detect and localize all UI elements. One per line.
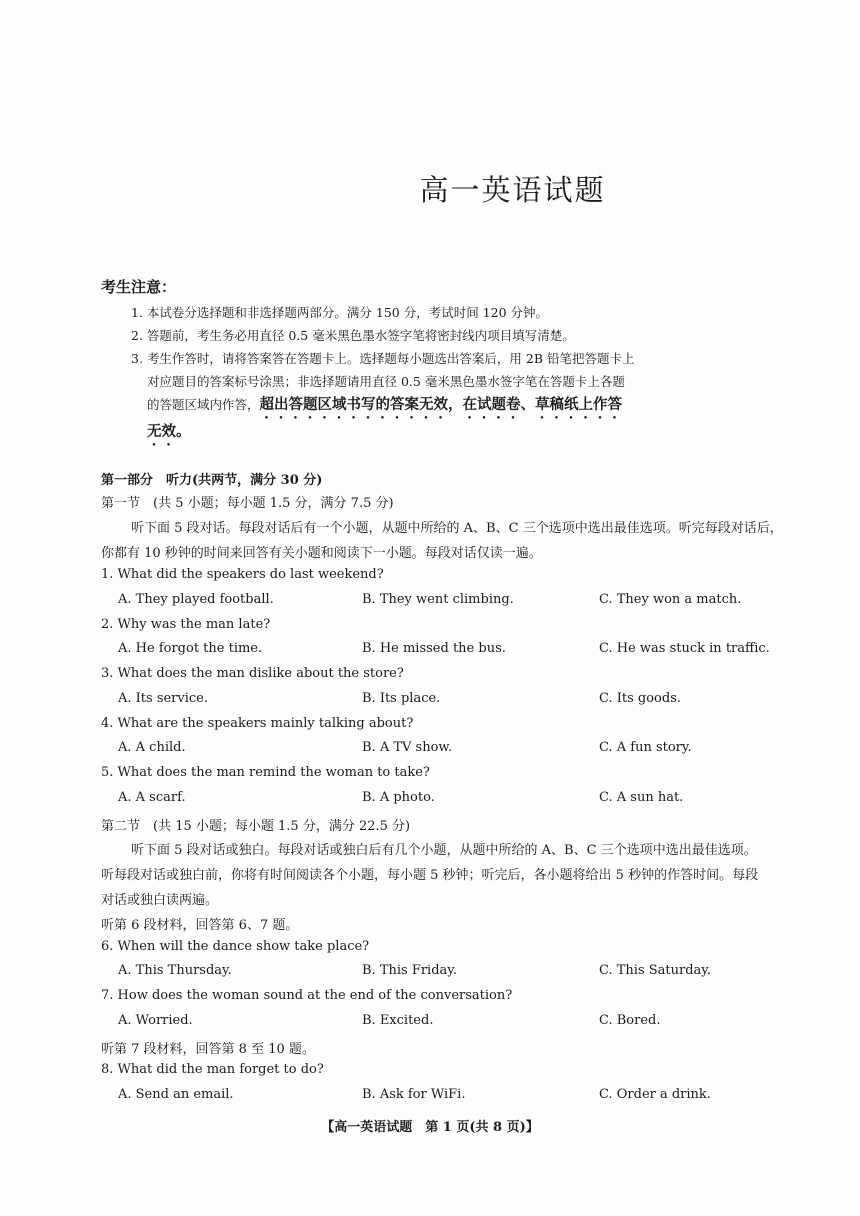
option-c: C. A fun story. xyxy=(599,740,692,755)
question-stem: 4. What are the speakers mainly talking about? xyxy=(101,716,414,731)
option-b: B. A photo. xyxy=(362,790,435,805)
question-stem: 3. What does the man dislike about the store? xyxy=(101,666,404,681)
question-stem: 6. When will the dance show take place? xyxy=(101,939,370,954)
option-c: C. Order a drink. xyxy=(599,1087,711,1102)
option-b: B. A TV show. xyxy=(362,740,453,755)
section2-title: 第二节 (共 15 小题；每小题 1.5 分，满分 22.5 分) xyxy=(101,819,411,834)
option-a: A. A scarf. xyxy=(118,790,186,805)
section2-instruction-line-3: 对话或独白读两遍。 xyxy=(101,893,219,908)
question-stem: 1. What did the speakers do last weekend? xyxy=(101,567,384,582)
page-footer: 【高一英语试题 第 1 页(共 8 页)】 xyxy=(321,1120,539,1135)
option-b: B. Excited. xyxy=(362,1013,434,1028)
option-a: A. He forgot the time. xyxy=(118,641,263,656)
option-c: C. Its goods. xyxy=(599,691,682,706)
notice-heading: 考生注意： xyxy=(101,278,177,296)
part1-heading: 第一部分 听力(共两节，满分 30 分) xyxy=(101,473,323,488)
notice-item-3-line-3-plain: 的答题区域内作答， xyxy=(147,397,260,412)
option-a: A. A child. xyxy=(118,740,186,755)
notice-item-1: 1. 本试卷分选择题和非选择题两部分。满分 150 分，考试时间 120 分钟。 xyxy=(131,305,549,320)
notice-item-3-line-4: 无效。 xyxy=(147,423,191,440)
section1-title: 第一节 (共 5 小题；每小题 1.5 分，满分 7.5 分) xyxy=(101,496,394,511)
notice-item-2: 2. 答题前，考生务必用直径 0.5 毫米黑色墨水签字笔将密封线内项目填写清楚。 xyxy=(131,328,575,343)
option-a: A. They played football. xyxy=(118,592,274,607)
option-c: C. This Saturday. xyxy=(599,963,712,978)
option-c: C. Bored. xyxy=(599,1013,661,1028)
option-b: B. They went climbing. xyxy=(362,592,514,607)
material-6-instruction: 听第 6 段材料，回答第 6、7 题。 xyxy=(101,918,299,933)
section2-instruction-line-2: 听每段对话或独白前，你将有时间阅读各个小题，每小题 5 秒钟；听完后，各小题将给出 5 秒钟的作答时间。每段 xyxy=(101,868,759,883)
question-stem: 8. What did the man forget to do? xyxy=(101,1062,324,1077)
option-a: A. This Thursday. xyxy=(118,963,232,978)
option-c: C. He was stuck in traffic. xyxy=(599,641,770,656)
question-stem: 2. Why was the man late? xyxy=(101,617,271,632)
question-stem: 5. What does the man remind the woman to take? xyxy=(101,765,430,780)
notice-item-3-line-3-bold: 超出答题区域书写的答案无效，在试题卷、草稿纸上作答 xyxy=(259,396,623,413)
section1-instruction-line-1: 听下面 5 段对话。每段对话后有一个小题，从题中所给的 A、B、C 三个选项中选出最佳选项。听完每段对话后， xyxy=(131,521,783,536)
option-b: B. This Friday. xyxy=(362,963,458,978)
notice-item-3-line-1: 3. 考生作答时，请将答案答在答题卡上。选择题每小题选出答案后，用 2B 铅笔把答题卡上 xyxy=(131,351,635,366)
notice-item-3-line-2: 对应题目的答案标号涂黑；非选择题请用直径 0.5 毫米黑色墨水签字笔在答题卡上各题 xyxy=(147,374,625,389)
option-a: A. Send an email. xyxy=(118,1087,234,1102)
option-a: A. Worried. xyxy=(118,1013,193,1028)
question-stem: 7. How does the woman sound at the end of the conversation? xyxy=(101,988,513,1003)
option-a: A. Its service. xyxy=(118,691,209,706)
option-b: B. Ask for WiFi. xyxy=(362,1087,466,1102)
option-c: C. They won a match. xyxy=(599,592,742,607)
notice-item-3-line-3 xyxy=(147,393,622,422)
option-b: B. Its place. xyxy=(362,691,441,706)
section2-instruction-line-1: 听下面 5 段对话或独白。每段对话或独白后有几个小题，从题中所给的 A、B、C 三个选项中选出最佳选项。 xyxy=(131,843,757,858)
material-7-instruction: 听第 7 段材料，回答第 8 至 10 题。 xyxy=(101,1042,315,1057)
page-title: 高一英语试题 xyxy=(419,173,606,207)
section1-instruction-line-2: 你都有 10 秒钟的时间来回答有关小题和阅读下一小题。每段对话仅读一遍。 xyxy=(101,546,542,561)
option-c: C. A sun hat. xyxy=(599,790,684,805)
option-b: B. He missed the bus. xyxy=(362,641,506,656)
